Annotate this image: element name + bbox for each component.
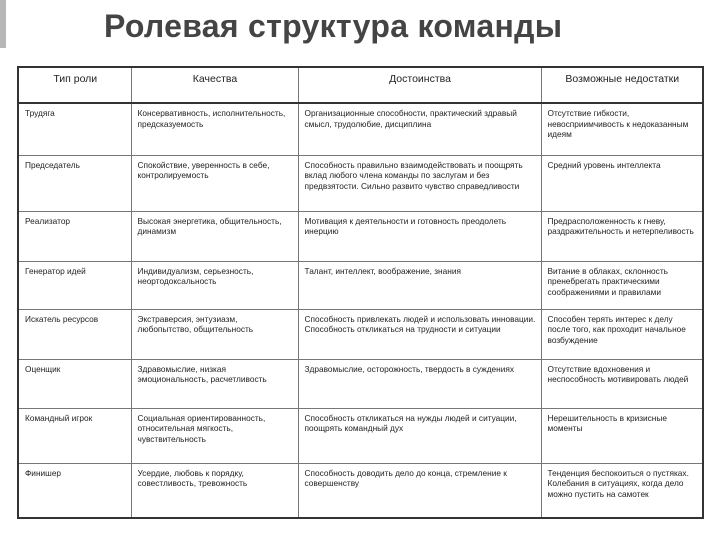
table-row [18,408,703,463]
drawbacks-cell: Отсутствие вдохновения и неспособность мотивировать людей [541,359,703,408]
roles-table [17,66,704,519]
advantages-cell: Способность откликаться на нужды людей и ситуации, поощрять командный дух [298,408,541,463]
qualities-cell: Здравомыслие, низкая эмоциональность, расчетливость [131,359,298,408]
qualities-cell: Высокая энергетика, общительность, динамизм [131,211,298,261]
role-cell: Председатель [18,155,131,211]
drawbacks-cell: Предрасположенность к гневу, раздражительность и нетерпеливость [541,211,703,261]
header-drawbacks: Возможные недостатки [541,67,703,103]
qualities-cell: Социальная ориентированность, относительная мягкость, чувствительность [131,408,298,463]
role-cell: Трудяга [18,103,131,155]
role-cell: Генератор идей [18,261,131,309]
header-qualities: Качества [131,67,298,103]
role-cell: Финишер [18,463,131,518]
advantages-cell: Способность привлекать людей и использовать инновации. Способность откликаться на трудности и ситуации [298,309,541,359]
qualities-cell: Индивидуализм, серьезность, неортодоксальность [131,261,298,309]
table-row [18,359,703,408]
advantages-cell: Мотивация к деятельности и готовность преодолеть инерцию [298,211,541,261]
drawbacks-cell: Витание в облаках, склонность пренебрегать практическими соображениями и правилами [541,261,703,309]
role-cell: Искатель ресурсов [18,309,131,359]
advantages-cell: Организационные способности, практический здравый смысл, трудолюбие, дисциплина [298,103,541,155]
accent-bar [0,0,6,48]
role-cell: Реализатор [18,211,131,261]
qualities-cell: Консервативность, исполнительность, предсказуемость [131,103,298,155]
qualities-cell: Усердие, любовь к порядку, совестливость, тревожность [131,463,298,518]
header-advantages: Достоинства [298,67,541,103]
table-row [18,103,703,155]
page-title: Ролевая структура команды [104,8,563,44]
drawbacks-cell: Средний уровень интеллекта [541,155,703,211]
role-cell: Оценщик [18,359,131,408]
table-row [18,261,703,309]
table-row [18,309,703,359]
advantages-cell: Здравомыслие, осторожность, твердость в суждениях [298,359,541,408]
table-row [18,463,703,518]
table-row [18,155,703,211]
header-role-type: Тип роли [18,67,131,103]
advantages-cell: Способность правильно взаимодействовать и поощрять вклад любого члена команды по заслугам и без предвзятости. Сильно развито чувство справедливости [298,155,541,211]
table-row [18,211,703,261]
qualities-cell: Спокойствие, уверенность в себе, контролируемость [131,155,298,211]
drawbacks-cell: Нерешительность в кризисные моменты [541,408,703,463]
advantages-cell: Способность доводить дело до конца, стремление к совершенству [298,463,541,518]
drawbacks-cell: Тенденция беспокоиться о пустяках. Колебания в ситуациях, когда дело можно пустить на самотек [541,463,703,518]
advantages-cell: Талант, интеллект, воображение, знания [298,261,541,309]
qualities-cell: Экстраверсия, энтузиазм, любопытство, общительность [131,309,298,359]
drawbacks-cell: Отсутствие гибкости, невосприимчивость к недоказанным идеям [541,103,703,155]
table-header-row [18,67,703,103]
drawbacks-cell: Способен терять интерес к делу после того, как проходит начальное возбуждение [541,309,703,359]
role-cell: Командный игрок [18,408,131,463]
